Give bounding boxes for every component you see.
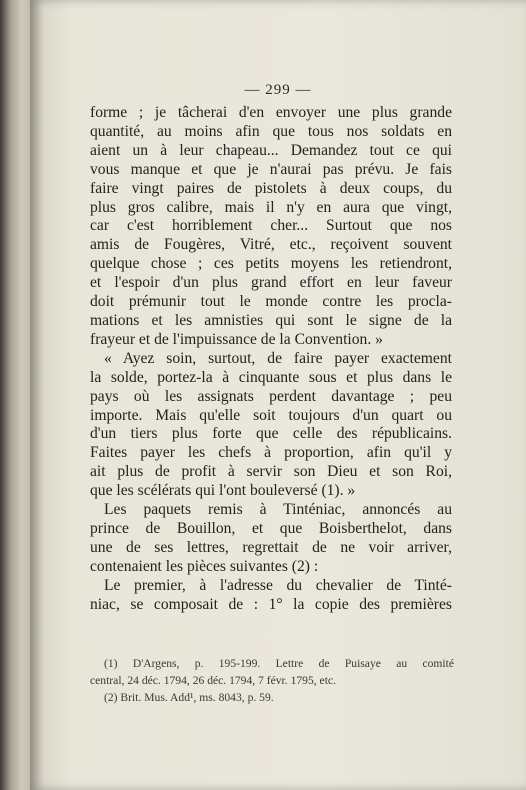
text-line: niac, se composait de : 1° la copie des premières <box>90 595 452 613</box>
text-line: doit prémunir tout le monde contre les procla- <box>90 293 452 311</box>
text-line: quantité, au moins afin que tous nos soldats en <box>90 122 452 140</box>
text-line: Le premier, à l'adresse du chevalier de Tinté- <box>104 576 452 594</box>
text-line: que les scélérats qui l'ont bouleversé (1). » <box>90 482 356 500</box>
text-line: aient un à leur chapeau... Demandez tout ce qui <box>90 141 452 159</box>
footnotes <box>90 655 454 706</box>
text-line: amis de Fougères, Vitré, etc., reçoivent souvent <box>90 236 452 254</box>
text-line: Faites payer les chefs à proportion, afin qu'il y <box>90 444 452 462</box>
text-line: ait plus de profit à servir son Dieu et son Roi, <box>90 463 452 481</box>
text-line: contenaient les pièces suivantes (2) : <box>90 557 319 575</box>
footnote-line: (2) Brit. Mus. Add¹, ms. 8043, p. 59. <box>104 691 274 704</box>
text-line: prince de Bouillon, et que Boisberthelot, dans <box>90 519 452 537</box>
text-line: car c'est horriblement cher... Surtout que nos <box>90 217 452 235</box>
text-line: d'un tiers plus forte que celle des républicains. <box>90 425 452 443</box>
footnote-line: (1) D'Argens, p. 195-199. Lettre de Puisaye au comité <box>104 657 454 670</box>
text-line: vous manque et que je n'aurai pas prévu. Je fais <box>90 160 452 178</box>
text-line: et l'espoir d'un plus grand effort en leur faveur <box>90 274 452 292</box>
text-line: frayeur et de l'impuissance de la Convention. » <box>90 330 383 348</box>
text-line: « Ayez soin, surtout, de faire payer exactement <box>104 349 452 367</box>
book-page <box>30 0 526 790</box>
page-number: — 299 — <box>244 82 312 98</box>
text-line: importe. Mais qu'elle soit toujours d'un quart ou <box>90 406 452 424</box>
text-line: une de ses lettres, regrettait de ne voir arriver, <box>90 538 452 556</box>
text-line: faire vingt paires de pistolets à deux coups, du <box>90 179 452 197</box>
body-text <box>90 104 452 614</box>
text-line: forme ; je tâcherai d'en envoyer une plus grande <box>90 104 452 121</box>
text-line: mations et les amnisties qui sont le signe de la <box>90 311 452 329</box>
text-line: quelque chose ; ces petits moyens les retiendront, <box>90 255 452 273</box>
text-line: plus gros calibre, mais il n'y en aura que vingt, <box>90 198 452 216</box>
text-line: Les paquets remis à Tinténiac, annoncés au <box>104 501 452 519</box>
footnote-line: central, 24 déc. 1794, 26 déc. 1794, 7 févr. 1795, etc. <box>90 674 336 687</box>
text-line: la solde, portez-la à cinquante sous et plus dans le <box>90 368 452 386</box>
text-line: pays où les assignats perdent davantage ; peu <box>90 387 452 405</box>
